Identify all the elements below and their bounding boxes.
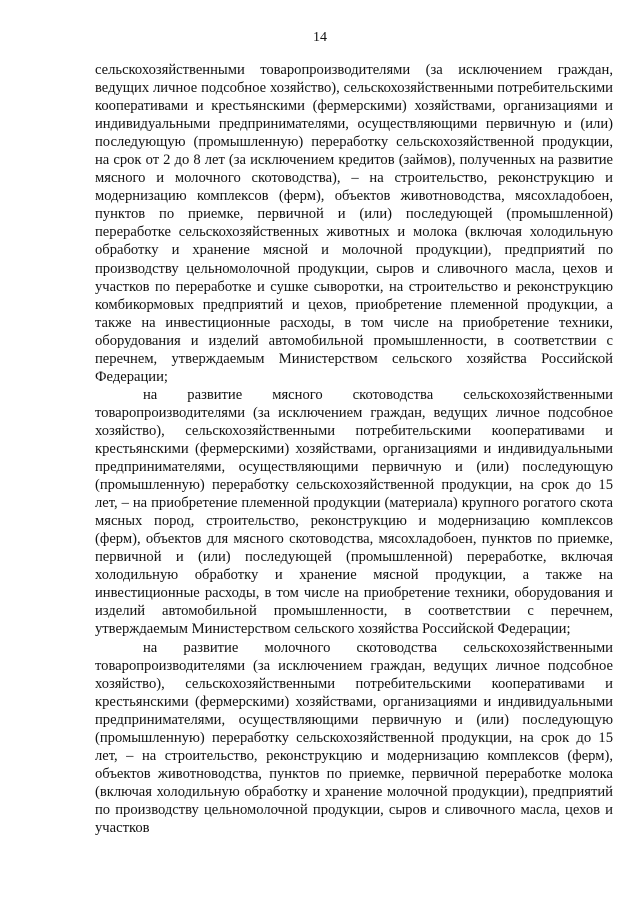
document-body <box>95 61 613 837</box>
page-number: 14 <box>313 30 327 45</box>
paragraph-dairy-cattle: на развитие молочного скотоводства сельскохозяйственными товаропроизводителями (за исключением граждан, ведущих личное подсобное хозяйство), сельскохозяйственными потребительскими кооперативами и крестьянскими (фермерскими) хозяйствами, организациями и индивидуальными предпринимателями, осуществляющими первичную и (или) последующую (промышленную) переработку сельскохозяйственной продукции, на срок до 15 лет, – на строительство, реконструкцию и модернизацию комплексов (ферм), объектов животноводства, пунктов по приемке, первичной переработке молока (включая холодильную обработку и хранение молочной продукции), предприятий по производству цельномолочной продукции, сыров и сливочного масла, цехов и участков <box>95 639 613 836</box>
paragraph-continuation: сельскохозяйственными товаропроизводителями (за исключением граждан, ведущих личное подсобное хозяйство), сельскохозяйственными потребительскими кооперативами и крестьянскими (фермерскими) хозяйствами, организациями и индивидуальными предпринимателями, осуществляющими первичную и (или) последующую (промышленную) переработку сельскохозяйственной продукции, на срок от 2 до 8 лет (за исключением кредитов (займов), полученных на развитие мясного и молочного скотоводства), – на строительство, реконструкцию и модернизацию комплексов (ферм), объектов животноводства, мясохладобоен, пунктов по приемке, первичной и (или) последующей (промышленной) переработке сельскохозяйственных животных и молока (включая холодильную обработку и хранение мясной и молочной продукции), предприятий по производству цельномолочной продукции, сыров и сливочного масла, цехов и участков по переработке и сушке сыворотки, на строительство и реконструкцию комбикормовых предприятий и цехов, приобретение племенной продукции, а также на инвестиционные расходы, в том числе на приобретение техники, оборудования и изделий автомобильной промышленности, в соответствии с перечнем, утверждаемым Министерством сельского хозяйства Российской Федерации; <box>95 62 613 385</box>
paragraph-meat-cattle: на развитие мясного скотоводства сельскохозяйственными товаропроизводителями (за исключением граждан, ведущих личное подсобное хозяйство), сельскохозяйственными потребительскими кооперативами и крестьянскими (фермерскими) хозяйствами, организациями и индивидуальными предпринимателями, осуществляющими первичную и (или) последующую (промышленную) переработку сельскохозяйственной продукции, на срок до 15 лет, – на приобретение племенной продукции (материала) крупного рогатого скота мясных пород, строительство, реконструкцию и модернизацию комплексов (ферм), объектов для мясного скотоводства, мясохладобоен, пунктов по приемке, первичной и (или) последующей (промышленной) переработке, включая холодильную обработку и хранение мясной продукции, а также на инвестиционные расходы, в том числе на приобретение техники, оборудования и изделий автомобильной промышленности, в соответствии с перечнем, утверждаемым Министерством сельского хозяйства Российской Федерации; <box>95 386 613 638</box>
